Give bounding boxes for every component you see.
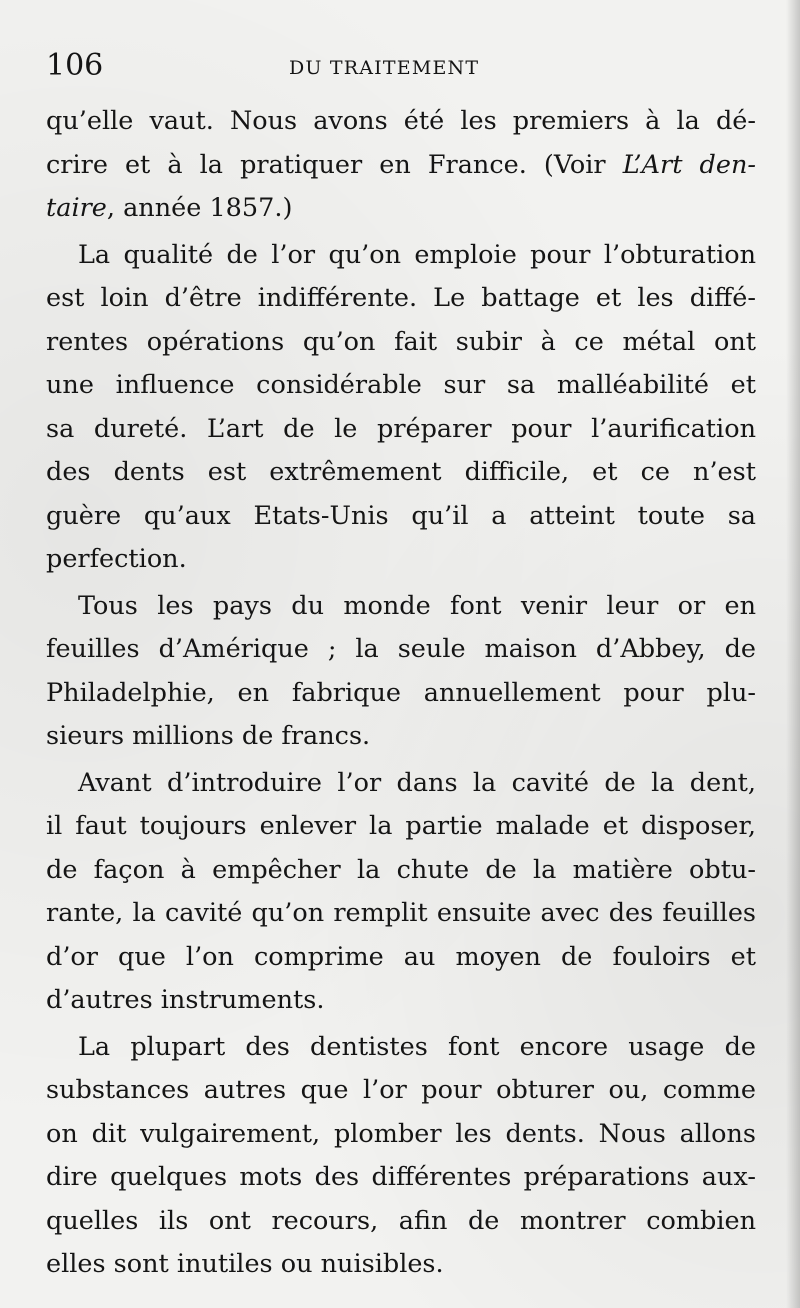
text-line: on dit vulgairement, plomber les dents. Nous allons [46,1118,756,1149]
text-line: d’autres instruments. [46,985,325,1015]
paragraph [46,1026,756,1287]
text-line: de façon à empêcher la chute de la matière obtu- [46,854,756,885]
text-run: crire et à la pratiquer en France. (Voir [46,149,623,180]
text-run: qu’elle vaut. Nous avons été les premiers à la dé- [46,106,756,136]
page-edge-shadow [786,0,800,1308]
running-head [46,44,756,88]
paragraph [46,585,756,759]
text-line: une influence considérable sur sa malléabilité et [46,370,756,400]
text-line: il faut toujours enlever la partie malade et disposer, [46,811,756,841]
paragraph [46,234,756,582]
text-run: , année 1857.) [106,193,293,223]
text-line: guère qu’aux Etats-Unis qu’il a atteint toute sa [46,500,756,531]
text-line [46,100,756,144]
text-line: feuilles d’Amérique ; la seule maison d’Abbey, de [46,634,756,664]
italic-title-run: L’Art den- [622,149,756,180]
text-line: des dents est extrêmement difficile, et ce n’est [46,457,756,487]
text-line: perfection. [46,544,187,574]
text-line: d’or que l’on comprime au moyen de fouloirs et [46,941,756,972]
text-line: sieurs millions de francs. [46,721,371,751]
text-line: dire quelques mots des différentes préparations aux- [46,1162,756,1192]
text-line: La qualité de l’or qu’on emploie pour l’obturation [78,239,756,270]
text-line: rentes opérations qu’on fait subir à ce métal ont [46,326,756,357]
text-line: Avant d’introduire l’or dans la cavité de la dent, [78,767,756,798]
body-text [46,100,756,1287]
page-number: 106 [46,48,104,83]
paragraph [46,100,756,231]
text-line: La plupart des dentistes font encore usage de [78,1031,756,1062]
text-line: substances autres que l’or pour obturer ou, comme [46,1075,756,1105]
paragraph [46,762,756,1023]
text-line: elles sont inutiles ou nuisibles. [46,1249,444,1279]
italic-title-run: taire [46,193,107,223]
text-line [46,187,756,231]
text-line: est loin d’être indifférente. Le battage et les diffé- [46,283,756,313]
text-line: quelles ils ont recours, afin de montrer combien [46,1205,756,1236]
text-line: Philadelphie, en fabrique annuellement pour plu- [46,677,756,708]
running-title: DU TRAITEMENT [289,57,480,79]
text-line: Tous les pays du monde font venir leur or en [78,590,756,621]
text-line: rante, la cavité qu’on remplit ensuite avec des feuilles [46,898,756,928]
text-line [46,144,756,188]
text-line: sa dureté. L’art de le préparer pour l’aurification [46,413,756,444]
